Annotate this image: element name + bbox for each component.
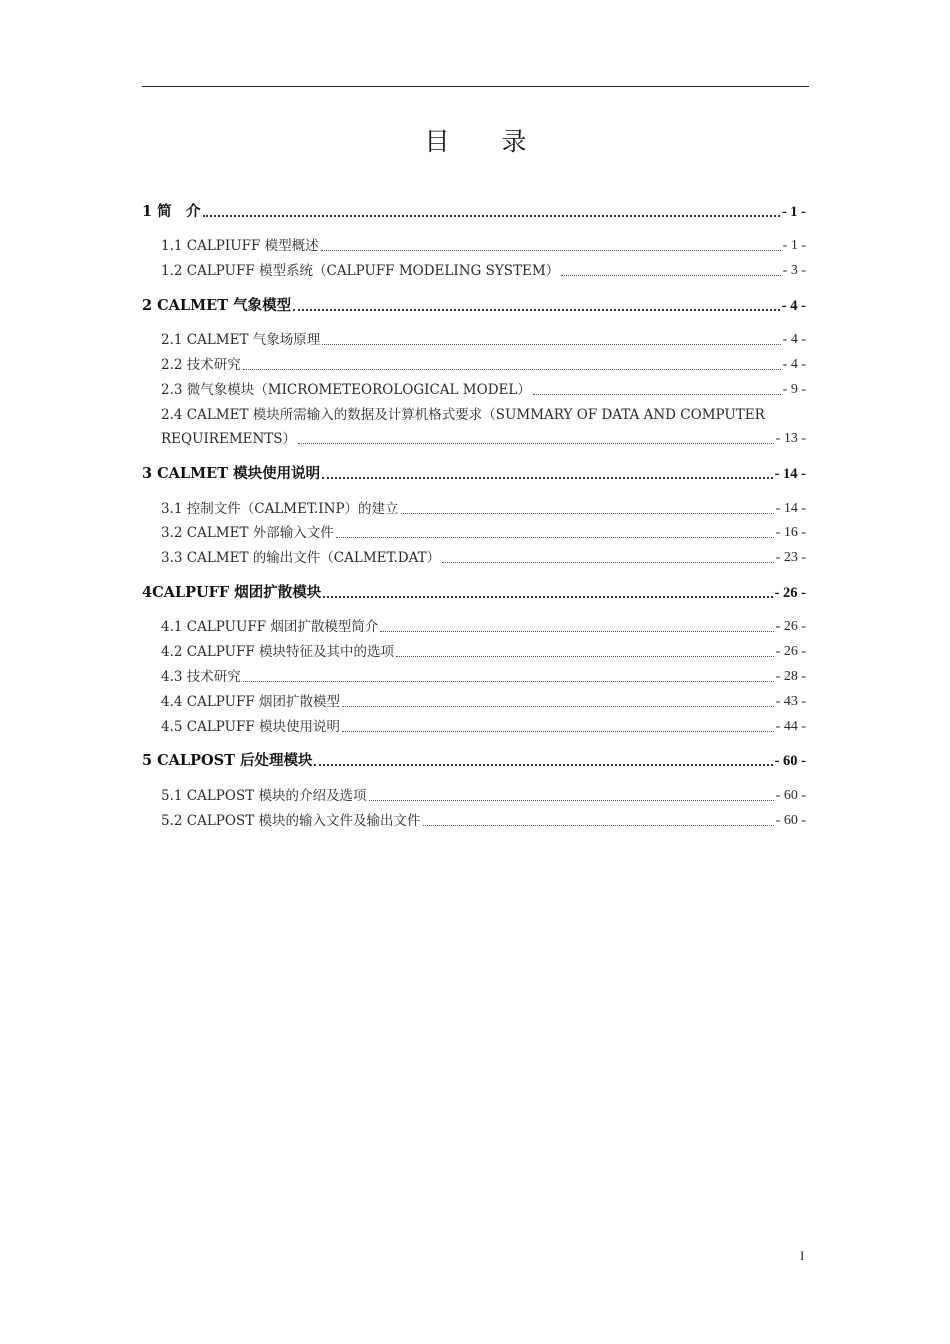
toc-entry-label: 4.4 CALPUFF 烟团扩散模型 [161,694,341,710]
toc-section-4-1[interactable] [161,616,806,638]
dot-leader [322,477,773,479]
toc-entry-label: 4.5 CALPUFF 模块使用说明 [161,719,341,735]
toc-page-number: - 28 - [775,669,806,684]
toc-page-number: - 1 - [782,238,806,253]
toc-section-2-3[interactable] [161,379,806,401]
toc-entry-label: 3.3 CALMET 的输出文件（CALMET.DAT） [161,550,441,566]
dot-leader [342,706,774,707]
toc-page-number: - 14 - [775,501,806,516]
toc-entry-label: 2.1 CALMET 气象场原理 [161,332,321,348]
toc-section-3-1[interactable] [161,498,806,520]
toc-page-number: - 13 - [775,431,806,446]
toc-page-number: - 16 - [775,525,806,540]
toc-section-5-2[interactable] [161,810,806,832]
dot-leader [323,596,772,598]
toc-page-number: - 43 - [775,694,806,709]
toc-page-number: - 60 - [774,753,806,769]
toc-page-number: - 4 - [782,357,806,372]
toc-section-2-4-first-line[interactable]: 2.4 CALMET 模块所需输入的数据及计算机格式要求（SUMMARY OF DATA AND COMPUTER [161,407,765,423]
toc-entry-label: 4.3 技术研究 [161,669,241,685]
dot-leader [442,562,774,563]
toc-entry-label: 3 CALMET 模块使用说明 [142,465,321,482]
dot-leader [396,656,774,657]
dot-leader [243,369,781,370]
dot-leader [533,394,781,395]
dot-leader [401,513,774,514]
dot-leader [322,344,780,345]
toc-page-number: - 9 - [782,382,806,397]
dot-leader [314,764,772,766]
toc-page-number: - 26 - [775,619,806,634]
dot-leader [243,681,774,682]
toc-entry-label: 1.2 CALPUFF 模型系统（CALPUFF MODELING SYSTEM） [161,263,560,279]
toc-entry-label: 2.3 微气象模块（MICROMETEOROLOGICAL MODEL） [161,382,531,398]
toc-section-2-4[interactable] [161,428,806,450]
toc-entry-label: 5.2 CALPOST 模块的输入文件及输出文件 [161,813,421,829]
toc-entry-label: 5.1 CALPOST 模块的介绍及选项 [161,788,367,804]
toc-entry-label: 5 CALPOST 后处理模块 [142,752,313,769]
toc-section-4-4[interactable] [161,691,806,713]
toc-entry-label: 4.2 CALPUFF 模块特征及其中的选项 [161,644,395,660]
toc-chapter-2[interactable] [142,295,806,317]
toc-page-number: - 14 - [774,466,806,482]
toc-page-number: - 4 - [781,298,806,314]
toc-chapter-3[interactable] [142,463,806,485]
toc-entry-label: 3.1 控制文件（CALMET.INP）的建立 [161,501,399,517]
toc-section-3-3[interactable] [161,547,806,569]
dot-leader [342,731,774,732]
toc-section-1-2[interactable] [161,260,806,282]
dot-leader [298,443,774,444]
dot-leader [203,215,780,217]
toc-entry-label: 1 简 介 [142,203,201,220]
toc-entry-label: 4CALPUFF 烟团扩散模块 [142,584,322,601]
toc-entry-label: 1.1 CALPIUFF 模型概述 [161,238,319,254]
toc-section-2-1[interactable] [161,329,806,351]
toc-entry-label: 2 CALMET 气象模型 [142,297,292,314]
toc-entry-label: 4.1 CALPUUFF 烟团扩散模型简介 [161,619,379,635]
dot-leader [561,275,780,276]
toc-title: 目 录 [424,127,549,156]
toc-page-number: - 3 - [782,263,806,278]
toc-page-number: - 26 - [774,585,806,601]
toc-section-4-3[interactable] [161,666,806,688]
dot-leader [293,309,780,311]
toc-section-4-5[interactable] [161,716,806,738]
toc-chapter-5[interactable] [142,750,806,772]
header-rule [142,86,809,87]
toc-page-number: - 60 - [775,813,806,828]
toc-section-1-1[interactable] [161,235,806,257]
dot-leader [423,825,774,826]
toc-chapter-1[interactable] [142,201,806,223]
toc-page-number: - 44 - [775,719,806,734]
toc-page-number: - 26 - [775,644,806,659]
toc-page-number: - 60 - [775,788,806,803]
toc-entry-label-continuation: REQUIREMENTS） [161,431,297,447]
toc-chapter-4[interactable] [142,582,806,604]
toc-page-number: - 1 - [781,204,806,220]
dot-leader [380,631,773,632]
toc-entry-label: 3.2 CALMET 外部输入文件 [161,525,334,541]
toc-section-2-2[interactable] [161,354,806,376]
dot-leader [336,537,774,538]
toc-page-number: - 23 - [775,550,806,565]
toc-entry-label: 2.2 技术研究 [161,357,241,373]
toc-section-5-1[interactable] [161,785,806,807]
toc-section-4-2[interactable] [161,641,806,663]
toc-section-3-2[interactable] [161,522,806,544]
footer-page-number: I [800,1248,805,1263]
toc-page-number: - 4 - [782,332,806,347]
dot-leader [321,250,781,251]
dot-leader [369,800,774,801]
